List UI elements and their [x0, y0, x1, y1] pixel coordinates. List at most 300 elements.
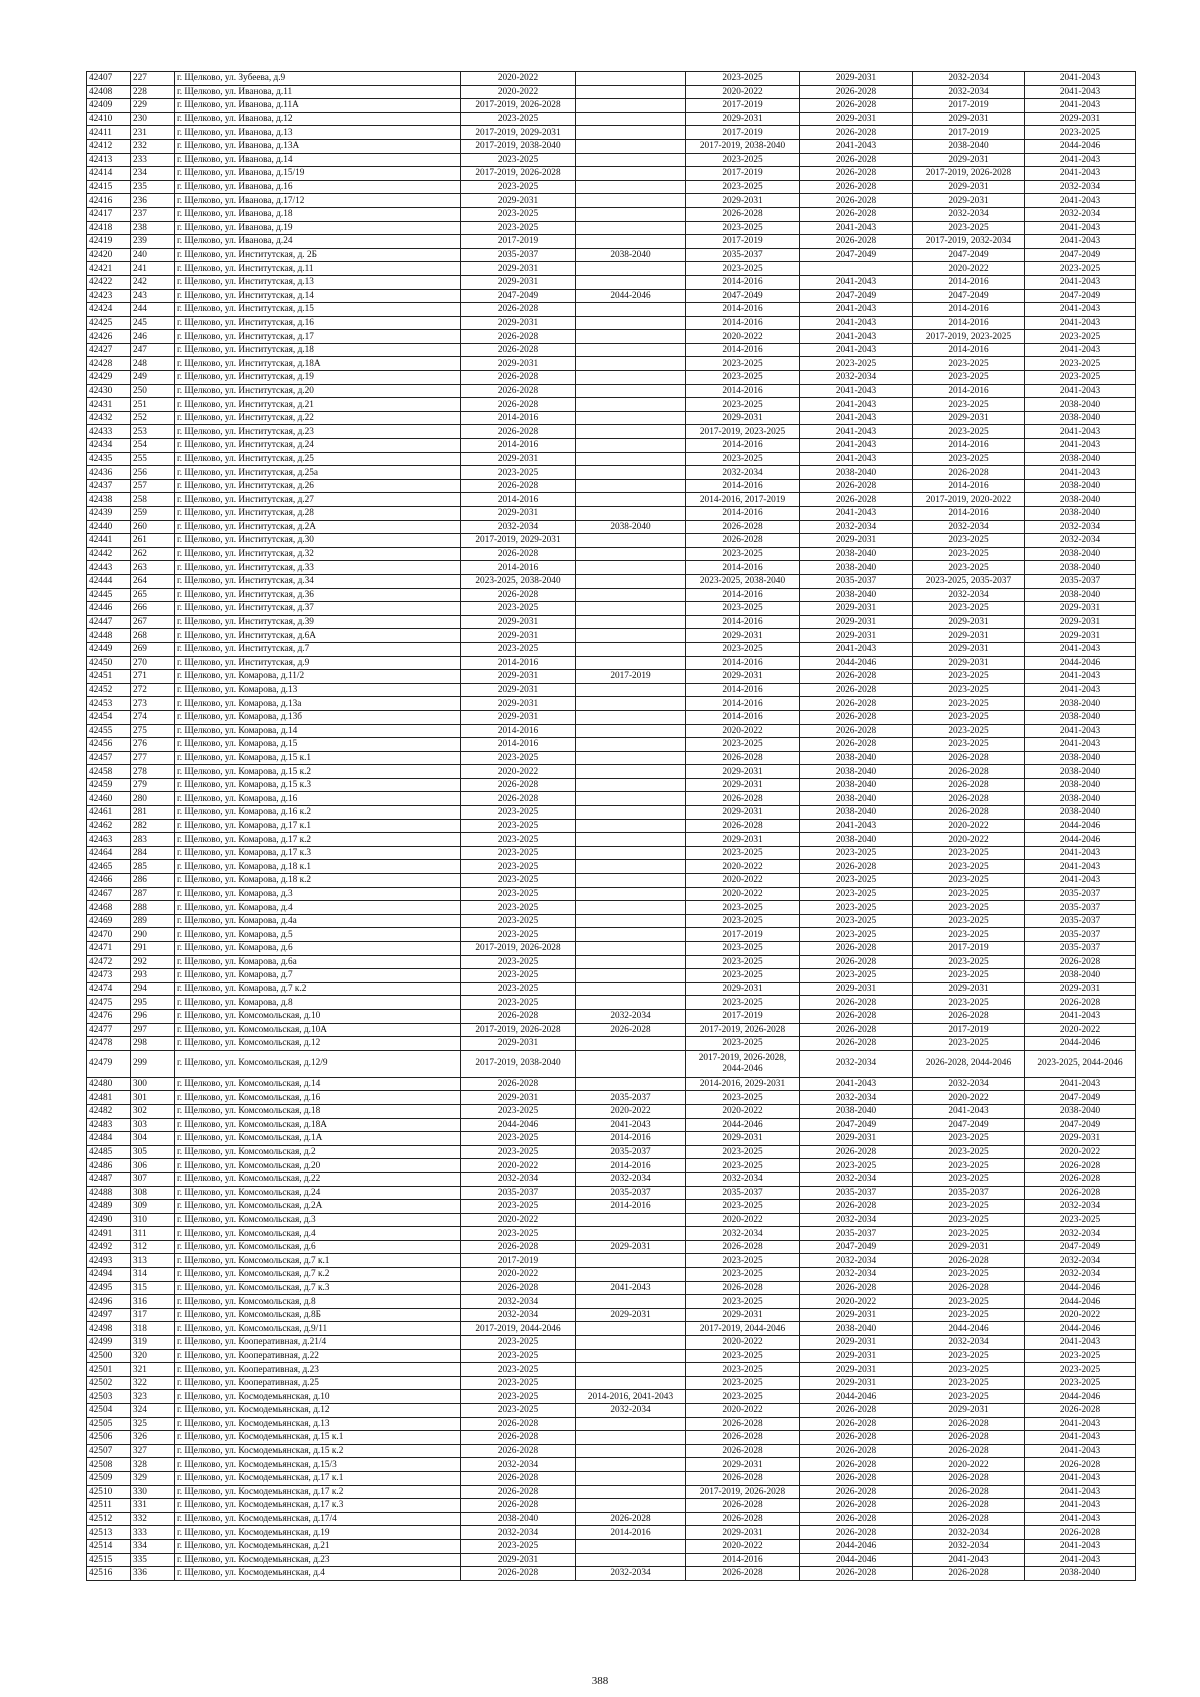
period-5-cell: 2023-2025: [913, 221, 1025, 235]
address-cell: г. Щелково, ул. Комсомольская, д.10А: [175, 1023, 461, 1037]
table-row: [87, 547, 1136, 561]
period-4-cell: 2044-2046: [800, 1390, 913, 1404]
period-6-cell: 2041-2043: [1025, 167, 1136, 181]
period-5-cell: 2023-2025: [913, 1213, 1025, 1227]
period-5-cell: 2032-2034: [913, 85, 1025, 99]
period-5-cell: 2029-2031: [913, 642, 1025, 656]
table-row: [87, 1104, 1136, 1118]
period-3-cell: 2023-2025: [686, 901, 800, 915]
period-1-cell: 2023-2025: [461, 642, 576, 656]
table-row: [87, 1295, 1136, 1309]
schedule-table: [86, 71, 1136, 1581]
row-num-cell: 333: [131, 1526, 175, 1540]
period-5-cell: 2029-2031: [913, 615, 1025, 629]
period-5-cell: 2020-2022: [913, 1091, 1025, 1105]
row-num-cell: 280: [131, 792, 175, 806]
row-id-cell: 42492: [87, 1240, 131, 1254]
period-1-cell: 2029-2031: [461, 507, 576, 521]
row-num-cell: 253: [131, 425, 175, 439]
period-5-cell: 2023-2025: [913, 914, 1025, 928]
period-1-cell: 2023-2025: [461, 1132, 576, 1146]
row-num-cell: 272: [131, 683, 175, 697]
period-2-cell: [576, 534, 686, 548]
period-2-cell: 2035-2037: [576, 1091, 686, 1105]
address-cell: г. Щелково, ул. Комарова, д.16 к.2: [175, 806, 461, 820]
period-6-cell: 2026-2028: [1025, 1526, 1136, 1540]
address-cell: г. Щелково, ул. Космодемьянская, д.4: [175, 1567, 461, 1581]
period-1-cell: 2017-2019, 2026-2028: [461, 1023, 576, 1037]
period-4-cell: 2026-2028: [800, 493, 913, 507]
period-1-cell: 2026-2028: [461, 343, 576, 357]
period-6-cell: 2023-2025: [1025, 1213, 1136, 1227]
period-3-cell: 2023-2025: [686, 221, 800, 235]
period-4-cell: 2026-2028: [800, 1471, 913, 1485]
row-id-cell: 42467: [87, 887, 131, 901]
row-id-cell: 42515: [87, 1553, 131, 1567]
address-cell: г. Щелково, ул. Комсомольская, д.3: [175, 1213, 461, 1227]
period-2-cell: [576, 1268, 686, 1282]
period-6-cell: 2038-2040: [1025, 792, 1136, 806]
period-6-cell: 2041-2043: [1025, 343, 1136, 357]
period-2-cell: [576, 411, 686, 425]
period-1-cell: 2023-2025: [461, 1200, 576, 1214]
table-row: [87, 303, 1136, 317]
period-3-cell: 2023-2025: [686, 738, 800, 752]
table-row: [87, 1118, 1136, 1132]
period-4-cell: 2038-2040: [800, 466, 913, 480]
row-id-cell: 42434: [87, 439, 131, 453]
period-6-cell: 2041-2043: [1025, 724, 1136, 738]
table-row: [87, 1254, 1136, 1268]
period-5-cell: 2038-2040: [913, 139, 1025, 153]
address-cell: г. Щелково, ул. Комсомольская, д.22: [175, 1172, 461, 1186]
row-id-cell: 42412: [87, 139, 131, 153]
period-3-cell: 2023-2025: [686, 371, 800, 385]
period-4-cell: 2038-2040: [800, 1104, 913, 1118]
period-5-cell: 2026-2028: [913, 1444, 1025, 1458]
row-num-cell: 233: [131, 153, 175, 167]
row-num-cell: 257: [131, 479, 175, 493]
period-5-cell: 2026-2028: [913, 765, 1025, 779]
period-6-cell: 2023-2025: [1025, 1349, 1136, 1363]
period-2-cell: [576, 72, 686, 86]
address-cell: г. Щелково, ул. Комсомольская, д.6: [175, 1240, 461, 1254]
row-id-cell: 42423: [87, 289, 131, 303]
table-row: [87, 153, 1136, 167]
period-5-cell: 2041-2043: [913, 1104, 1025, 1118]
period-2-cell: 2014-2016: [576, 1526, 686, 1540]
period-2-cell: 2038-2040: [576, 248, 686, 262]
period-5-cell: 2020-2022: [913, 833, 1025, 847]
period-5-cell: 2047-2049: [913, 1118, 1025, 1132]
table-row: [87, 275, 1136, 289]
period-3-cell: 2014-2016, 2017-2019: [686, 493, 800, 507]
period-4-cell: 2026-2028: [800, 670, 913, 684]
address-cell: г. Щелково, ул. Институтская, д.25: [175, 452, 461, 466]
period-3-cell: 2017-2019, 2023-2025: [686, 425, 800, 439]
table-row: [87, 955, 1136, 969]
row-id-cell: 42459: [87, 778, 131, 792]
row-num-cell: 246: [131, 330, 175, 344]
table-row: [87, 1567, 1136, 1581]
period-1-cell: 2029-2031: [461, 1037, 576, 1051]
period-5-cell: 2017-2019, 2023-2025: [913, 330, 1025, 344]
row-num-cell: 230: [131, 112, 175, 126]
table-row: [87, 316, 1136, 330]
row-id-cell: 42478: [87, 1037, 131, 1051]
period-4-cell: 2026-2028: [800, 479, 913, 493]
period-3-cell: 2014-2016: [686, 303, 800, 317]
row-id-cell: 42456: [87, 738, 131, 752]
period-4-cell: 2041-2043: [800, 139, 913, 153]
period-6-cell: 2041-2043: [1025, 439, 1136, 453]
period-1-cell: 2023-2025: [461, 955, 576, 969]
period-2-cell: 2026-2028: [576, 1023, 686, 1037]
row-num-cell: 332: [131, 1512, 175, 1526]
row-id-cell: 42461: [87, 806, 131, 820]
period-3-cell: 2029-2031: [686, 411, 800, 425]
address-cell: г. Щелково, ул. Комсомольская, д.8: [175, 1295, 461, 1309]
period-1-cell: 2026-2028: [461, 303, 576, 317]
row-id-cell: 42424: [87, 303, 131, 317]
period-1-cell: 2023-2025: [461, 221, 576, 235]
period-5-cell: 2026-2028: [913, 1431, 1025, 1445]
table-row: [87, 112, 1136, 126]
address-cell: г. Щелково, ул. Космодемьянская, д.17/4: [175, 1512, 461, 1526]
period-2-cell: 2026-2028: [576, 1512, 686, 1526]
row-id-cell: 42474: [87, 982, 131, 996]
period-2-cell: [576, 1444, 686, 1458]
period-2-cell: [576, 1417, 686, 1431]
period-5-cell: 2023-2025: [913, 425, 1025, 439]
period-4-cell: 2029-2031: [800, 1363, 913, 1377]
row-id-cell: 42463: [87, 833, 131, 847]
period-3-cell: 2023-2025: [686, 942, 800, 956]
period-6-cell: 2026-2028: [1025, 1404, 1136, 1418]
address-cell: г. Щелково, ул. Институтская, д.18А: [175, 357, 461, 371]
period-6-cell: 2035-2037: [1025, 942, 1136, 956]
period-6-cell: 2038-2040: [1025, 398, 1136, 412]
period-3-cell: 2014-2016: [686, 710, 800, 724]
period-3-cell: 2020-2022: [686, 330, 800, 344]
period-3-cell: 2023-2025: [686, 1376, 800, 1390]
row-num-cell: 321: [131, 1363, 175, 1377]
period-4-cell: 2026-2028: [800, 99, 913, 113]
period-2-cell: [576, 806, 686, 820]
period-6-cell: 2023-2025: [1025, 1363, 1136, 1377]
period-2-cell: 2029-2031: [576, 1308, 686, 1322]
period-1-cell: 2029-2031: [461, 262, 576, 276]
period-4-cell: 2026-2028: [800, 683, 913, 697]
address-cell: г. Щелково, ул. Комарова, д.17 к.2: [175, 833, 461, 847]
period-1-cell: 2023-2025: [461, 112, 576, 126]
period-1-cell: 2029-2031: [461, 683, 576, 697]
table-row: [87, 1336, 1136, 1350]
address-cell: г. Щелково, ул. Институтская, д.36: [175, 588, 461, 602]
period-6-cell: 2035-2037: [1025, 887, 1136, 901]
row-id-cell: 42486: [87, 1159, 131, 1173]
period-3-cell: 2023-2025: [686, 1145, 800, 1159]
table-row: [87, 846, 1136, 860]
address-cell: г. Щелково, ул. Институтская, д.21: [175, 398, 461, 412]
row-num-cell: 244: [131, 303, 175, 317]
period-2-cell: [576, 493, 686, 507]
period-1-cell: 2020-2022: [461, 765, 576, 779]
period-2-cell: 2041-2043: [576, 1281, 686, 1295]
period-1-cell: 2023-2025: [461, 1145, 576, 1159]
period-6-cell: 2041-2043: [1025, 221, 1136, 235]
period-1-cell: 2023-2025: [461, 1363, 576, 1377]
table-row: [87, 1458, 1136, 1472]
period-3-cell: 2029-2031: [686, 1458, 800, 1472]
address-cell: г. Щелково, ул. Институтская, д.39: [175, 615, 461, 629]
period-3-cell: 2026-2028: [686, 819, 800, 833]
table-row: [87, 1240, 1136, 1254]
address-cell: г. Щелково, ул. Иванова, д.13А: [175, 139, 461, 153]
period-5-cell: 2023-2025: [913, 371, 1025, 385]
table-row: [87, 819, 1136, 833]
row-id-cell: 42437: [87, 479, 131, 493]
row-id-cell: 42513: [87, 1526, 131, 1540]
period-3-cell: 2023-2025: [686, 1363, 800, 1377]
period-5-cell: 2035-2037: [913, 1186, 1025, 1200]
period-5-cell: 2023-2025: [913, 738, 1025, 752]
row-id-cell: 42493: [87, 1254, 131, 1268]
address-cell: г. Щелково, ул. Институтская, д.16: [175, 316, 461, 330]
address-cell: г. Щелково, ул. Комсомольская, д.14: [175, 1077, 461, 1091]
period-2-cell: [576, 928, 686, 942]
period-3-cell: 2014-2016: [686, 697, 800, 711]
row-num-cell: 330: [131, 1485, 175, 1499]
row-num-cell: 291: [131, 942, 175, 956]
row-id-cell: 42503: [87, 1390, 131, 1404]
period-1-cell: 2035-2037: [461, 1186, 576, 1200]
period-2-cell: [576, 982, 686, 996]
period-2-cell: [576, 792, 686, 806]
period-3-cell: 2014-2016: [686, 479, 800, 493]
period-3-cell: 2026-2028: [686, 1471, 800, 1485]
row-id-cell: 42487: [87, 1172, 131, 1186]
period-5-cell: 2014-2016: [913, 316, 1025, 330]
period-3-cell: 2026-2028: [686, 1512, 800, 1526]
period-1-cell: 2023-2025: [461, 602, 576, 616]
table-row: [87, 901, 1136, 915]
row-num-cell: 278: [131, 765, 175, 779]
row-num-cell: 331: [131, 1499, 175, 1513]
period-2-cell: [576, 316, 686, 330]
row-num-cell: 279: [131, 778, 175, 792]
period-1-cell: 2017-2019, 2026-2028: [461, 167, 576, 181]
address-cell: г. Щелково, ул. Институтская, д.32: [175, 547, 461, 561]
period-4-cell: 2035-2037: [800, 574, 913, 588]
row-id-cell: 42514: [87, 1539, 131, 1553]
row-num-cell: 277: [131, 751, 175, 765]
period-5-cell: 2041-2043: [913, 1553, 1025, 1567]
row-num-cell: 323: [131, 1390, 175, 1404]
row-id-cell: 42462: [87, 819, 131, 833]
row-num-cell: 299: [131, 1050, 175, 1077]
period-4-cell: 2029-2031: [800, 534, 913, 548]
row-num-cell: 264: [131, 574, 175, 588]
period-2-cell: [576, 1376, 686, 1390]
period-5-cell: 2032-2034: [913, 520, 1025, 534]
period-1-cell: 2026-2028: [461, 330, 576, 344]
period-2-cell: 2029-2031: [576, 1240, 686, 1254]
period-5-cell: 2032-2034: [913, 588, 1025, 602]
row-id-cell: 42494: [87, 1268, 131, 1282]
table-row: [87, 1349, 1136, 1363]
period-4-cell: 2038-2040: [800, 547, 913, 561]
period-1-cell: 2026-2028: [461, 425, 576, 439]
period-5-cell: 2026-2028: [913, 1485, 1025, 1499]
period-4-cell: 2026-2028: [800, 697, 913, 711]
period-4-cell: 2035-2037: [800, 1186, 913, 1200]
address-cell: г. Щелково, ул. Комарова, д.18 к.2: [175, 874, 461, 888]
row-num-cell: 271: [131, 670, 175, 684]
row-id-cell: 42409: [87, 99, 131, 113]
period-5-cell: 2023-2025: [913, 1200, 1025, 1214]
period-6-cell: 2029-2031: [1025, 1132, 1136, 1146]
period-3-cell: 2014-2016: [686, 439, 800, 453]
address-cell: г. Щелково, ул. Иванова, д.24: [175, 235, 461, 249]
period-2-cell: [576, 126, 686, 140]
row-num-cell: 313: [131, 1254, 175, 1268]
period-4-cell: 2041-2043: [800, 303, 913, 317]
period-2-cell: [576, 860, 686, 874]
period-3-cell: 2023-2025: [686, 153, 800, 167]
row-num-cell: 310: [131, 1213, 175, 1227]
period-4-cell: 2023-2025: [800, 914, 913, 928]
period-6-cell: 2032-2034: [1025, 1227, 1136, 1241]
period-6-cell: 2023-2025, 2044-2046: [1025, 1050, 1136, 1077]
period-6-cell: 2044-2046: [1025, 139, 1136, 153]
row-id-cell: 42468: [87, 901, 131, 915]
period-3-cell: 2014-2016: [686, 561, 800, 575]
period-5-cell: 2017-2019, 2032-2034: [913, 235, 1025, 249]
period-6-cell: 2023-2025: [1025, 262, 1136, 276]
period-6-cell: 2029-2031: [1025, 982, 1136, 996]
period-5-cell: 2014-2016: [913, 343, 1025, 357]
table-row: [87, 683, 1136, 697]
period-4-cell: 2029-2031: [800, 1336, 913, 1350]
period-4-cell: 2026-2028: [800, 167, 913, 181]
table-row: [87, 289, 1136, 303]
period-1-cell: 2020-2022: [461, 1268, 576, 1282]
period-2-cell: [576, 262, 686, 276]
address-cell: г. Щелково, ул. Кооперативная, д.22: [175, 1349, 461, 1363]
row-num-cell: 250: [131, 384, 175, 398]
table-row: [87, 180, 1136, 194]
address-cell: г. Щелково, ул. Иванова, д.15/19: [175, 167, 461, 181]
period-3-cell: 2023-2025: [686, 914, 800, 928]
period-6-cell: 2032-2034: [1025, 1268, 1136, 1282]
period-6-cell: 2038-2040: [1025, 1104, 1136, 1118]
address-cell: г. Щелково, ул. Кооперативная, д.23: [175, 1363, 461, 1377]
period-6-cell: 2026-2028: [1025, 1159, 1136, 1173]
period-3-cell: 2020-2022: [686, 1539, 800, 1553]
period-1-cell: 2026-2028: [461, 398, 576, 412]
row-id-cell: 42416: [87, 194, 131, 208]
period-6-cell: 2047-2049: [1025, 1240, 1136, 1254]
address-cell: г. Щелково, ул. Институтская, д.18: [175, 343, 461, 357]
period-2-cell: 2035-2037: [576, 1186, 686, 1200]
period-5-cell: 2032-2034: [913, 1526, 1025, 1540]
row-num-cell: 329: [131, 1471, 175, 1485]
period-4-cell: 2026-2028: [800, 1431, 913, 1445]
table-row: [87, 765, 1136, 779]
address-cell: г. Щелково, ул. Комсомольская, д.16: [175, 1091, 461, 1105]
period-2-cell: [576, 85, 686, 99]
row-id-cell: 42490: [87, 1213, 131, 1227]
row-id-cell: 42410: [87, 112, 131, 126]
period-6-cell: 2038-2040: [1025, 751, 1136, 765]
period-4-cell: 2044-2046: [800, 1553, 913, 1567]
address-cell: г. Щелково, ул. Комсомольская, д.18А: [175, 1118, 461, 1132]
period-1-cell: 2023-2025: [461, 860, 576, 874]
period-3-cell: 2026-2028: [686, 1281, 800, 1295]
table-row: [87, 574, 1136, 588]
period-4-cell: 2029-2031: [800, 602, 913, 616]
period-5-cell: 2014-2016: [913, 303, 1025, 317]
period-6-cell: 2023-2025: [1025, 371, 1136, 385]
period-6-cell: 2026-2028: [1025, 996, 1136, 1010]
row-num-cell: 285: [131, 860, 175, 874]
period-5-cell: 2032-2034: [913, 1336, 1025, 1350]
period-3-cell: 2023-2025: [686, 1254, 800, 1268]
table-row: [87, 1077, 1136, 1091]
period-3-cell: 2020-2022: [686, 1404, 800, 1418]
row-num-cell: 296: [131, 1009, 175, 1023]
row-id-cell: 42417: [87, 207, 131, 221]
row-id-cell: 42466: [87, 874, 131, 888]
address-cell: г. Щелково, ул. Институтская, д.26: [175, 479, 461, 493]
period-6-cell: 2038-2040: [1025, 479, 1136, 493]
row-id-cell: 42500: [87, 1349, 131, 1363]
period-5-cell: 2023-2025: [913, 1172, 1025, 1186]
period-4-cell: 2026-2028: [800, 235, 913, 249]
row-id-cell: 42511: [87, 1499, 131, 1513]
period-1-cell: 2023-2025: [461, 153, 576, 167]
period-1-cell: 2023-2025: [461, 982, 576, 996]
period-1-cell: 2026-2028: [461, 1009, 576, 1023]
period-6-cell: 2038-2040: [1025, 806, 1136, 820]
row-id-cell: 42442: [87, 547, 131, 561]
period-1-cell: 2023-2025: [461, 874, 576, 888]
table-row: [87, 1281, 1136, 1295]
period-4-cell: 2026-2028: [800, 955, 913, 969]
table-row: [87, 629, 1136, 643]
period-4-cell: 2047-2049: [800, 248, 913, 262]
period-4-cell: 2026-2028: [800, 1037, 913, 1051]
address-cell: г. Щелково, ул. Комарова, д.3: [175, 887, 461, 901]
period-4-cell: [800, 262, 913, 276]
period-5-cell: 2047-2049: [913, 248, 1025, 262]
period-6-cell: 2041-2043: [1025, 642, 1136, 656]
row-num-cell: 314: [131, 1268, 175, 1282]
address-cell: г. Щелково, ул. Комсомольская, д.7 к.3: [175, 1281, 461, 1295]
period-5-cell: 2023-2025: [913, 1227, 1025, 1241]
row-num-cell: 319: [131, 1336, 175, 1350]
period-6-cell: 2041-2043: [1025, 1539, 1136, 1553]
row-id-cell: 42509: [87, 1471, 131, 1485]
period-6-cell: 2032-2034: [1025, 534, 1136, 548]
row-num-cell: 335: [131, 1553, 175, 1567]
period-4-cell: 2041-2043: [800, 384, 913, 398]
address-cell: г. Щелково, ул. Комарова, д.13а: [175, 697, 461, 711]
period-3-cell: 2014-2016: [686, 1553, 800, 1567]
address-cell: г. Щелково, ул. Институтская, д. 2Б: [175, 248, 461, 262]
table-row: [87, 167, 1136, 181]
